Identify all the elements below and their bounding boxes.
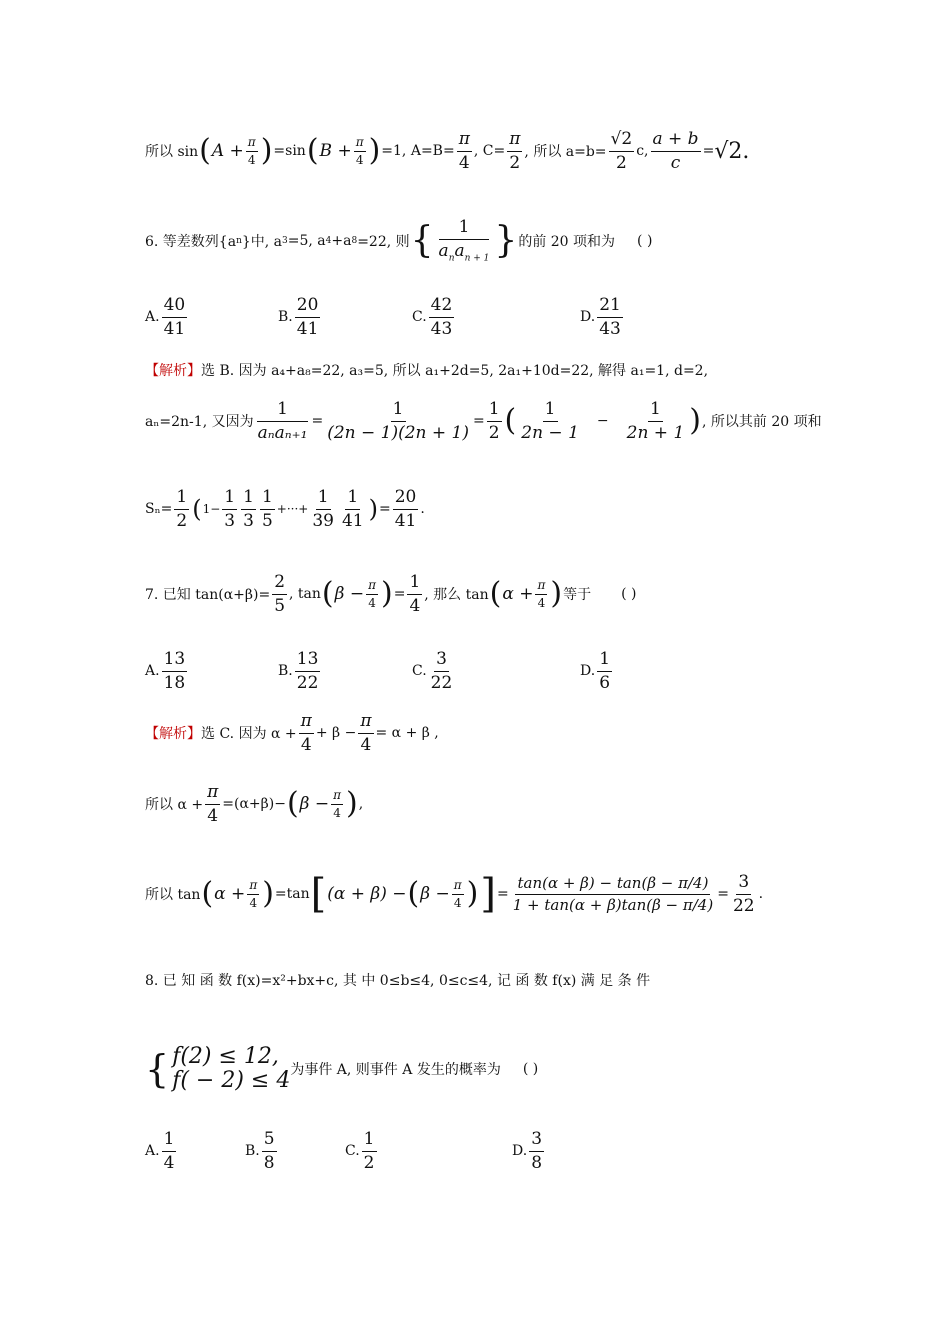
q6-solution-line-3: Sₙ= $\frac{1}{2}$ ( 1− $\frac{1}{3}$ $\frac{1}{3}$ $\frac{1}{5}$ +···+ $\frac{1}{39}$ $\frac{1}{41}$ ) = $\frac{20}{41}$ . xyxy=(145,487,425,531)
q8-option-b[interactable]: B. $\frac{5}{8}$ xyxy=(245,1129,275,1173)
q6-option-b[interactable]: B. $\frac{20}{41}$ xyxy=(278,295,319,339)
q8-option-c[interactable]: C. $\frac{1}{2}$ xyxy=(345,1129,375,1173)
q6-solution-line-2: aₙ=2n-1, 又因为 $\frac{1}{\text{aₙaₙ₊₁}}$ = $\frac{1}{(2n - 1)(2n + 1)}$ = $\frac{1}{2}$ ( $\frac{1}{2n - 1}$ − $\frac{1}{2n + 1}$ ) , 所以其前 20 项和 xyxy=(145,399,822,443)
q6-option-c[interactable]: C. $\frac{42}{43}$ xyxy=(412,295,453,339)
q6-solution-line-1: 【解析】 选 B. 因为 a₄+a₈=22, a₃=5, 所以 a₁+2d=5, 2a₁+10d=22, 解得 a₁=1, d=2, xyxy=(145,363,709,379)
question-8-stem: 8. 已 知 函 数 f(x)=x²+bx+c, 其 中 0≤b≤4, 0≤c≤4, 记 函 数 f(x) 满 足 条 件 xyxy=(145,973,651,989)
q7-option-c[interactable]: C. $\frac{3}{22}$ xyxy=(412,649,453,693)
q7-option-b[interactable]: B. $\frac{13}{22}$ xyxy=(278,649,319,693)
q7-option-d[interactable]: D. $\frac{1}{6}$ xyxy=(580,649,611,693)
question-7-stem: 7. 已知 tan(α+β)= $\frac{2}{5}$ , tan ( β − $\frac{\pi}{4}$ ) = $\frac{1}{4}$ , 那么 tan ( α + $\frac{\pi}{4}$ ) 等于 ( ) xyxy=(145,572,637,616)
solution-5-conclusion: 所以 sin ( A + $\frac{\pi}{4}$ ) =sin ( B + $\frac{\pi}{4}$ ) =1, A=B= $\frac{\pi}{4}$ , C= $\frac{\pi}{2}$ , 所以 a=b= $\frac{√2}{2}$ c, $\frac{a + b}{c}$ = √2. xyxy=(145,129,750,173)
q8-option-a[interactable]: A. $\frac{1}{4}$ xyxy=(145,1129,175,1173)
question-8-condition: { f(2) ≤ 12, f( − 2) ≤ 4 为事件 A, 则事件 A 发生的概率为 ( ) xyxy=(145,1044,539,1094)
q6-option-a[interactable]: A. $\frac{40}{41}$ xyxy=(145,295,186,339)
question-6-stem: 6. 等差数列{a n }中, a 3 =5, a 4 +a 8 =22, 则 { $\frac{1}{a_na_{n + 1}}$ } 的前 20 项和为 ( ) xyxy=(145,217,653,264)
q6-option-d[interactable]: D. $\frac{21}{43}$ xyxy=(580,295,621,339)
q7-solution-line-1: 【解析】 选 C. 因为 α + $\frac{\pi}{4}$ + β − $\frac{\pi}{4}$ = α + β , xyxy=(145,711,439,755)
q7-option-a[interactable]: A. $\frac{13}{18}$ xyxy=(145,649,186,693)
q7-solution-line-2: 所以 α + $\frac{\pi}{4}$ =(α+β)− ( β − $\frac{\pi}{4}$ ) , xyxy=(145,782,364,826)
q7-solution-line-3: 所以 tan ( α + $\frac{\pi}{4}$ ) =tan [ (α + β) − ( β − $\frac{\pi}{4}$ ) ] = $\frac{\tan(\alpha + \beta) - \tan(\beta - \pi/4)}{1 + \tan(\alpha + \beta)\tan(\beta - \pi/4)}$ = $\frac{3}{22}$ . xyxy=(145,871,764,918)
q8-option-d[interactable]: D. $\frac{3}{8}$ xyxy=(512,1129,543,1173)
